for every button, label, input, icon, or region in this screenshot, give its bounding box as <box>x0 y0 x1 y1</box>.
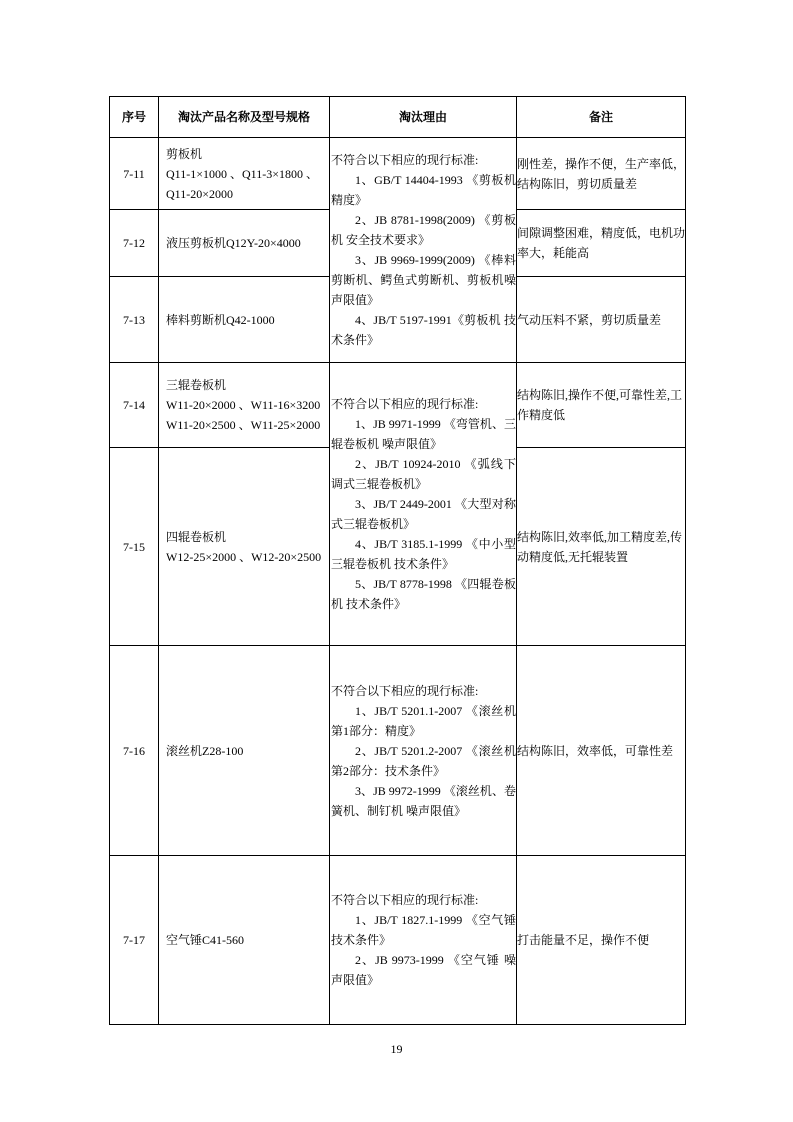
note-cell <box>517 856 686 1025</box>
reason-standard-item: 3、JB 9972-1999 《滚丝机、卷簧机、制钉机 噪声限值》 <box>331 783 516 818</box>
product-line: 四辊卷板机 <box>166 529 227 544</box>
reason-standard-item: 3、JB/T 2449-2001 《大型对称式三辊卷板机》 <box>331 497 516 531</box>
header-product: 淘汰产品名称及型号规格 <box>177 110 310 124</box>
reason-text <box>331 890 516 990</box>
reason-text <box>331 150 516 350</box>
serial-number: 7-16 <box>123 743 145 758</box>
reason-standard-item: 4、JB/T 3185.1-1999 《中小型三辊卷板机 技术条件》 <box>331 537 516 571</box>
product-line: W12-25×2000 、W12-20×2500 <box>166 549 322 564</box>
note-text: 间隙调整困难，精度低，电机功率大，耗能高 <box>517 226 686 260</box>
serial-number: 7-13 <box>123 312 145 327</box>
serial-number-cell <box>110 363 159 448</box>
reason-cell <box>330 138 517 363</box>
header-product-cell <box>159 97 330 138</box>
reason-cell <box>330 363 517 646</box>
reason-standard-item: 2、JB 9973-1999 《空气锤 噪声限值》 <box>331 953 516 987</box>
product-cell <box>159 210 330 277</box>
serial-number-cell <box>110 210 159 277</box>
reason-standard-item: 1、GB/T 14404-1993 《剪板机精度》 <box>331 173 516 207</box>
header-serial-number: 序号 <box>121 110 146 124</box>
serial-number-cell <box>110 646 159 856</box>
product-cell <box>159 646 330 856</box>
reason-standard-item: 1、JB/T 1827.1-1999 《空气锤技术条件》 <box>331 913 516 947</box>
product-line: 剪板机 <box>166 146 203 161</box>
note-cell <box>517 363 686 448</box>
reason-standard-item: 3、JB 9969-1999(2009) 《棒料剪断机、鳄鱼式剪断机、剪板机噪声限值》 <box>331 253 516 307</box>
header-note: 备注 <box>588 110 613 124</box>
note-cell <box>517 277 686 363</box>
note-text: 结构陈旧,效率低,加工精度差,传动精度低,无托辊装置 <box>517 529 683 564</box>
product-line: 三辊卷板机 <box>166 378 227 392</box>
header-reason-cell <box>330 97 517 138</box>
note-text: 打击能量不足，操作不便 <box>517 933 650 947</box>
note-text: 结构陈旧，效率低，可靠性差 <box>517 743 674 758</box>
product-cell <box>159 856 330 1025</box>
reason-intro: 不符合以下相应的现行标准: <box>331 153 479 167</box>
product-cell <box>159 363 330 448</box>
product-text <box>166 233 301 253</box>
serial-number-cell <box>110 448 159 646</box>
serial-number-cell <box>110 856 159 1025</box>
product-text <box>166 310 275 330</box>
reason-intro: 不符合以下相应的现行标准: <box>331 683 479 698</box>
serial-number: 7-12 <box>123 236 145 250</box>
note-cell <box>517 210 686 277</box>
product-text <box>166 741 243 761</box>
reason-standard-item: 2、JB/T 5201.2-2007 《滚丝机第2部分：技术条件》 <box>331 743 516 778</box>
serial-number: 7-17 <box>123 933 145 947</box>
page-number: 19 <box>390 1042 403 1056</box>
note-text: 结构陈旧,操作不便,可靠性差,工作精度低 <box>517 388 683 422</box>
header-note-cell <box>517 97 686 138</box>
header-serial-number-cell <box>110 97 159 138</box>
serial-number-cell <box>110 138 159 210</box>
serial-number-cell <box>110 277 159 363</box>
header-reason: 淘汰理由 <box>398 110 447 124</box>
product-line: 棒料剪断机Q42-1000 <box>166 312 275 327</box>
product-text <box>166 930 244 950</box>
note-text: 刚性差，操作不便，生产率低，结构陈旧，剪切质量差 <box>517 156 686 191</box>
product-text <box>166 375 320 435</box>
product-text <box>166 527 321 567</box>
product-line: Q11-20×2000 <box>166 186 233 201</box>
reason-standard-item: 1、JB 9971-1999 《弯管机、三辊卷板机 噪声限值》 <box>331 417 516 451</box>
serial-number: 7-14 <box>123 398 145 412</box>
product-line: W11-20×2000 、W11-16×3200 <box>166 398 321 412</box>
product-line: 液压剪板机Q12Y-20×4000 <box>166 236 301 250</box>
product-line: 空气锤C41-560 <box>166 933 245 947</box>
reason-standard-item: 2、JB/T 10924-2010 《弧线下调式三辊卷板机》 <box>331 457 516 491</box>
reason-text <box>331 394 516 614</box>
reason-text <box>331 681 516 821</box>
product-line: W11-20×2500 、W11-25×2000 <box>166 418 321 432</box>
reason-standard-item: 2、JB 8781-1998(2009) 《剪板机 安全技术要求》 <box>331 213 516 247</box>
product-cell <box>159 277 330 363</box>
serial-number: 7-11 <box>123 166 145 181</box>
serial-number: 7-15 <box>123 539 145 554</box>
reason-standard-item: 4、JB/T 5197-1991《剪板机 技术条件》 <box>331 313 516 347</box>
reason-standard-item: 1、JB/T 5201.1-2007 《滚丝机第1部分：精度》 <box>331 703 516 738</box>
product-line: Q11-1×1000 、Q11-3×1800 、 <box>166 166 318 181</box>
product-cell <box>159 138 330 210</box>
reason-cell <box>330 646 517 856</box>
note-cell <box>517 646 686 856</box>
elimination-table <box>109 96 686 1025</box>
note-cell <box>517 138 686 210</box>
note-text: 气动压料不紧，剪切质量差 <box>517 312 662 327</box>
product-cell <box>159 448 330 646</box>
reason-standard-item: 5、JB/T 8778-1998 《四辊卷板机 技术条件》 <box>331 577 516 611</box>
note-cell <box>517 448 686 646</box>
product-line: 滚丝机Z28-100 <box>166 743 244 758</box>
reason-cell <box>330 856 517 1025</box>
product-text <box>166 144 318 204</box>
reason-intro: 不符合以下相应的现行标准: <box>331 397 479 411</box>
reason-intro: 不符合以下相应的现行标准: <box>331 893 479 907</box>
